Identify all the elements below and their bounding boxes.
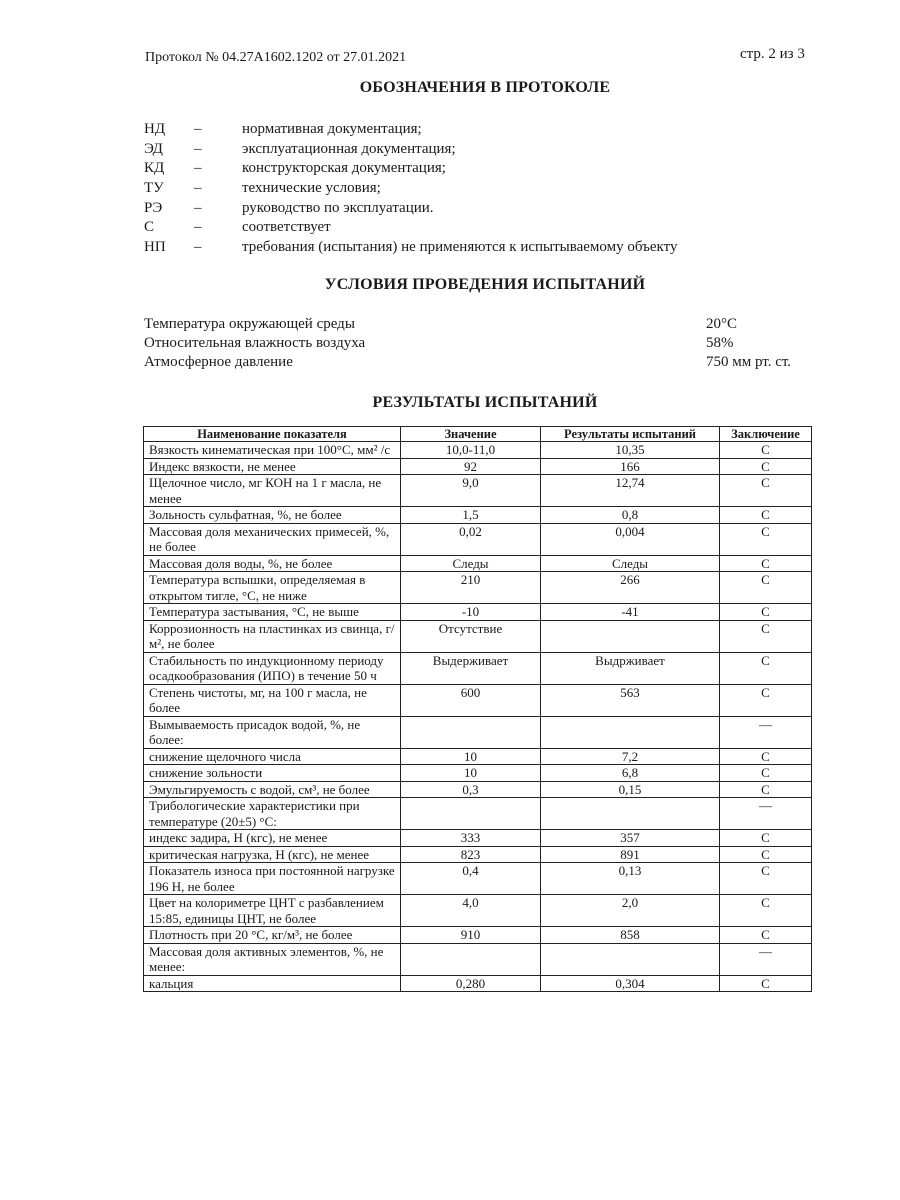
verdict-cell: С [720,975,812,992]
verdict-cell: С [720,863,812,895]
norm-value-cell: 1,5 [401,507,541,524]
verdict-cell: С [720,507,812,524]
abbreviation-code: ЭД [144,141,163,157]
norm-value-cell [401,943,541,975]
table-row [144,765,812,782]
norm-value-cell: 0,3 [401,781,541,798]
indicator-name-cell: снижение зольности [144,765,401,782]
verdict-cell: С [720,620,812,652]
indicator-name-cell: Показатель износа при постоянной нагрузке 196 Н, не более [144,863,401,895]
indicator-name-cell: Вымываемость присадок водой, %, не более: [144,716,401,748]
abbreviation-dash: – [194,160,202,176]
indicator-name-cell: Стабильность по индукционному периоду осадкообразования (ИПО) в течение 50 ч [144,652,401,684]
test-result-cell: 6,8 [541,765,720,782]
indicator-name-cell: Щелочное число, мг КОН на 1 г масла, не менее [144,475,401,507]
abbreviation-definition: нормативная документация; [242,121,422,137]
test-result-cell: 12,74 [541,475,720,507]
column-header-result: Результаты испытаний [541,427,720,442]
condition-item [144,354,814,374]
abbreviation-code: С [144,219,155,235]
indicator-name-cell: Зольность сульфатная, %, не более [144,507,401,524]
test-result-cell: 0,15 [541,781,720,798]
table-row [144,895,812,927]
abbreviation-dash: – [194,219,202,235]
results-table [143,426,812,992]
table-row [144,442,812,459]
norm-value-cell: 0,280 [401,975,541,992]
verdict-cell: С [720,846,812,863]
indicator-name-cell: Массовая доля воды, %, не более [144,555,401,572]
verdict-cell: С [720,748,812,765]
norm-value-cell [401,716,541,748]
abbreviation-dash: – [194,180,202,196]
page-number: стр. 2 из 3 [740,46,805,62]
indicator-name-cell: Коррозионность на пластинках из свинца, г/м², не более [144,620,401,652]
norm-value-cell: 10 [401,765,541,782]
abbreviation-dash: – [194,239,202,255]
abbreviation-code: ТУ [144,180,164,196]
test-result-cell: 10,35 [541,442,720,459]
condition-item [144,335,814,355]
table-row [144,604,812,621]
norm-value-cell: 0,02 [401,523,541,555]
norm-value-cell: 333 [401,830,541,847]
column-header-name: Наименование показателя [144,427,401,442]
indicator-name-cell: Температура вспышки, определяемая в открытом тигле, °С, не ниже [144,572,401,604]
verdict-cell: С [720,781,812,798]
verdict-cell: С [720,442,812,459]
norm-value-cell: Отсутствие [401,620,541,652]
table-row [144,475,812,507]
test-result-cell: Следы [541,555,720,572]
results-body [144,442,812,992]
norm-value-cell: Следы [401,555,541,572]
test-result-cell: Выдрживает [541,652,720,684]
abbreviation-definition: руководство по эксплуатации. [242,200,434,216]
abbreviation-code: КД [144,160,165,176]
norm-value-cell: 10 [401,748,541,765]
table-row [144,863,812,895]
condition-label: Температура окружающей среды [144,316,355,332]
verdict-cell: С [720,684,812,716]
test-result-cell: 2,0 [541,895,720,927]
abbreviation-definition: требования (испытания) не применяются к испытываемому объекту [242,239,678,255]
verdict-cell: С [720,458,812,475]
table-row [144,975,812,992]
norm-value-cell: 10,0-11,0 [401,442,541,459]
indicator-name-cell: кальция [144,975,401,992]
abbreviation-code: РЭ [144,200,163,216]
abbreviation-definition: технические условия; [242,180,381,196]
norm-value-cell: 92 [401,458,541,475]
table-row [144,684,812,716]
test-result-cell: 0,8 [541,507,720,524]
table-row [144,798,812,830]
test-result-cell: 563 [541,684,720,716]
test-result-cell: 357 [541,830,720,847]
verdict-cell: С [720,652,812,684]
verdict-cell: С [720,765,812,782]
norm-value-cell [401,798,541,830]
indicator-name-cell: критическая нагрузка, Н (кгс), не менее [144,846,401,863]
indicator-name-cell: Индекс вязкости, не менее [144,458,401,475]
table-row [144,781,812,798]
test-result-cell: 166 [541,458,720,475]
norm-value-cell: 910 [401,927,541,944]
indicator-name-cell: Цвет на колориметре ЦНТ с разбавлением 15:85, единицы ЦНТ, не более [144,895,401,927]
test-result-cell: -41 [541,604,720,621]
test-result-cell: 0,004 [541,523,720,555]
table-row [144,555,812,572]
norm-value-cell: 9,0 [401,475,541,507]
verdict-cell: С [720,475,812,507]
table-row [144,943,812,975]
verdict-cell: — [720,943,812,975]
table-row [144,846,812,863]
indicator-name-cell: Степень чистоты, мг, на 100 г масла, не более [144,684,401,716]
protocol-header: Протокол № 04.27А1602.1202 от 27.01.2021 [145,50,407,65]
verdict-cell: С [720,927,812,944]
verdict-cell: С [720,604,812,621]
verdict-cell: С [720,572,812,604]
indicator-name-cell: Массовая доля механических примесей, %, не более [144,523,401,555]
verdict-cell: — [720,716,812,748]
table-row [144,523,812,555]
indicator-name-cell: Эмульгируемость с водой, см³, не более [144,781,401,798]
condition-item [144,316,814,336]
table-row [144,507,812,524]
abbreviations-title: ОБОЗНАЧЕНИЯ В ПРОТОКОЛЕ [359,79,611,96]
indicator-name-cell: снижение щелочного числа [144,748,401,765]
norm-value-cell: 0,4 [401,863,541,895]
test-result-cell: 891 [541,846,720,863]
condition-value: 20°С [706,316,738,332]
norm-value-cell: 823 [401,846,541,863]
verdict-cell: С [720,830,812,847]
test-result-cell: 266 [541,572,720,604]
results-title: РЕЗУЛЬТАТЫ ИСПЫТАНИЙ [372,394,598,411]
norm-value-cell: Выдерживает [401,652,541,684]
table-row [144,652,812,684]
indicator-name-cell: Температура застывания, °С, не выше [144,604,401,621]
indicator-name-cell: Трибологические характеристики при температуре (20±5) °С: [144,798,401,830]
results-header-row [144,427,812,442]
test-result-cell: 858 [541,927,720,944]
table-row [144,458,812,475]
conditions-title: УСЛОВИЯ ПРОВЕДЕНИЯ ИСПЫТАНИЙ [324,276,646,293]
abbreviation-definition: соответствует [242,219,331,235]
test-result-cell [541,716,720,748]
table-row [144,572,812,604]
abbreviation-code: НП [144,239,166,255]
condition-value: 58% [706,335,734,351]
table-row [144,927,812,944]
abbreviation-dash: – [194,121,202,137]
norm-value-cell: -10 [401,604,541,621]
norm-value-cell: 600 [401,684,541,716]
indicator-name-cell: Массовая доля активных элементов, %, не менее: [144,943,401,975]
indicator-name-cell: индекс задира, Н (кгс), не менее [144,830,401,847]
table-row [144,716,812,748]
condition-label: Относительная влажность воздуха [144,335,366,351]
test-result-cell: 0,304 [541,975,720,992]
indicator-name-cell: Вязкость кинематическая при 100°С, мм² /с [144,442,401,459]
verdict-cell: С [720,555,812,572]
table-row [144,830,812,847]
test-result-cell: 0,13 [541,863,720,895]
abbreviation-code: НД [144,121,166,137]
condition-value: 750 мм рт. ст. [706,354,792,370]
test-result-cell [541,943,720,975]
abbreviation-dash: – [194,141,202,157]
verdict-cell: С [720,895,812,927]
verdict-cell: С [720,523,812,555]
indicator-name-cell: Плотность при 20 °С, кг/м³, не более [144,927,401,944]
column-header-verdict: Заключение [720,427,812,442]
table-row [144,620,812,652]
table-row [144,748,812,765]
abbreviation-dash: – [194,200,202,216]
norm-value-cell: 4,0 [401,895,541,927]
test-result-cell [541,798,720,830]
abbreviation-definition: эксплуатационная документация; [242,141,456,157]
abbreviation-definition: конструкторская документация; [242,160,446,176]
test-result-cell: 7,2 [541,748,720,765]
test-result-cell [541,620,720,652]
condition-label: Атмосферное давление [144,354,293,370]
verdict-cell: — [720,798,812,830]
column-header-norm: Значение [401,427,541,442]
norm-value-cell: 210 [401,572,541,604]
